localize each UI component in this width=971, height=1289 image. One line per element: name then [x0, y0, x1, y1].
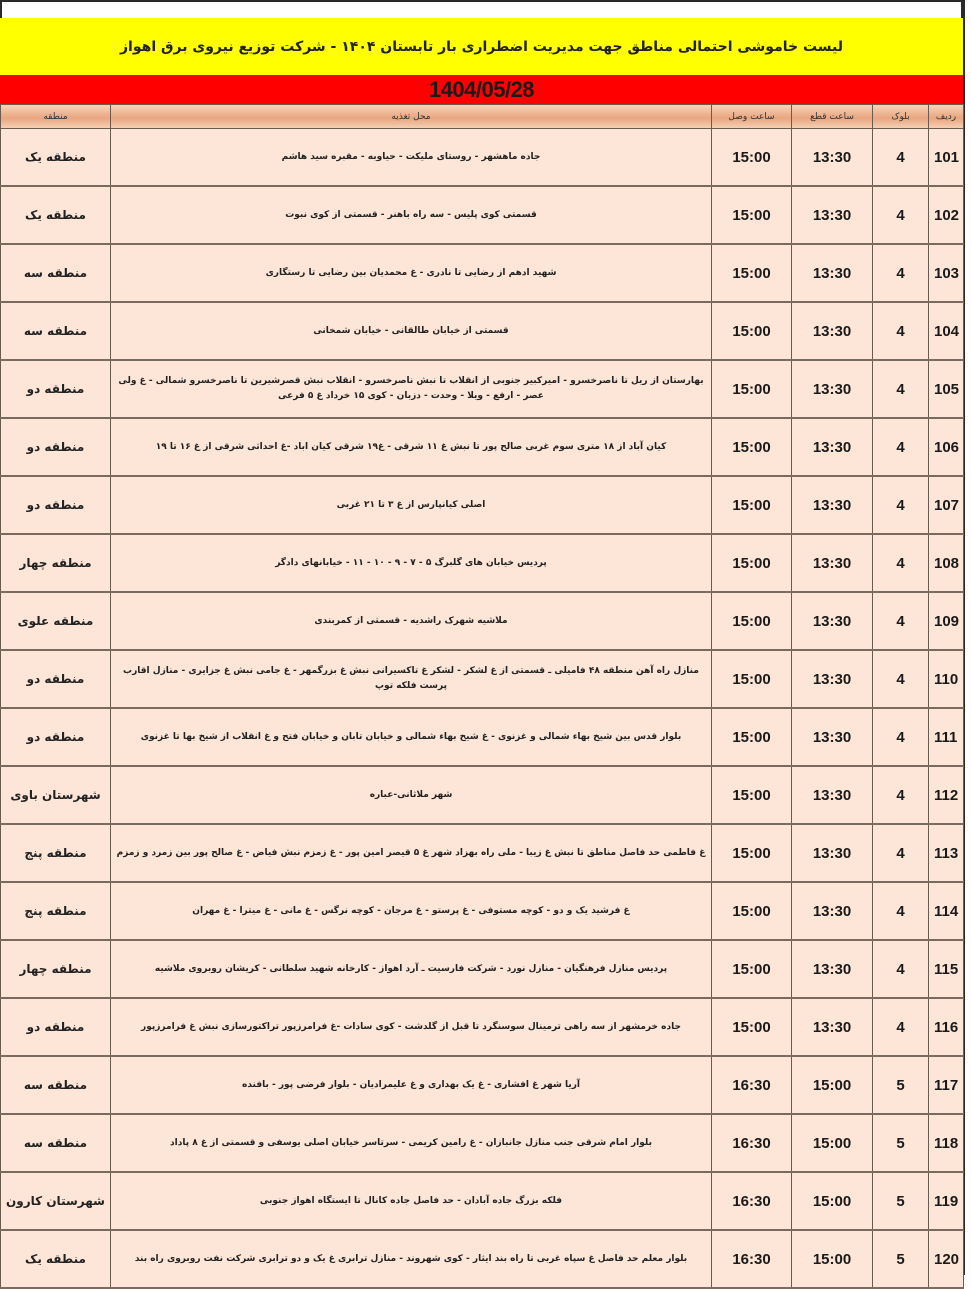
location-cell: بلوار معلم حد فاصل غ سپاه غربی تا راه بند ایثار - کوی شهروند - منازل ترابری غ یک و دو ترابری شرکت نفت روبروی راه بند: [111, 1230, 712, 1288]
location-cell: قسمتی از خیابان طالقانی - خیابان شمخانی: [111, 302, 712, 360]
cutoff-time-cell: 13:30: [792, 186, 873, 244]
title-banner: [0, 18, 963, 75]
cutoff-time-cell: 13:30: [792, 882, 873, 940]
cutoff-time-cell: 15:00: [792, 1114, 873, 1172]
table-row: [1, 650, 964, 708]
table-row: [1, 824, 964, 882]
table-row: [1, 360, 964, 418]
region-cell: منطقه دو: [1, 650, 111, 708]
location-cell: اصلی کیانپارس از غ ۳ تا ۲۱ غربی: [111, 476, 712, 534]
row-number-cell: 115: [929, 940, 964, 998]
location-cell: شهر ملاثانی-عباره: [111, 766, 712, 824]
block-cell: 4: [873, 940, 929, 998]
block-cell: 4: [873, 534, 929, 592]
row-number-cell: 109: [929, 592, 964, 650]
header-reconnect-time: ساعت وصل: [712, 105, 792, 129]
cutoff-time-cell: 13:30: [792, 418, 873, 476]
row-number-cell: 102: [929, 186, 964, 244]
cutoff-time-cell: 13:30: [792, 650, 873, 708]
table-row: [1, 129, 964, 187]
region-cell: منطقه پنج: [1, 824, 111, 882]
header-region: منطقه: [1, 105, 111, 129]
region-cell: شهرستان باوی: [1, 766, 111, 824]
cutoff-time-cell: 15:00: [792, 1172, 873, 1230]
reconnect-time-cell: 16:30: [712, 1114, 792, 1172]
reconnect-time-cell: 15:00: [712, 592, 792, 650]
location-cell: بلوار قدس بین شیخ بهاء شمالی و غزنوی - غ شیخ بهاء شمالی و خیابان تابان و خیابان فتح و غ انقلاب از شیخ بها تا غزنوی: [111, 708, 712, 766]
location-cell: منازل راه آهن منطقه ۴۸ فامیلی ـ قسمتی از غ لشکر - لشکر غ تاکسیرانی نبش غ بزرگمهر - غ جامی نبش غ جزایری - منازل اقارب پرست فلکه توپ: [111, 650, 712, 708]
reconnect-time-cell: 15:00: [712, 650, 792, 708]
region-cell: منطقه یک: [1, 1230, 111, 1288]
row-number-cell: 103: [929, 244, 964, 302]
table-row: [1, 882, 964, 940]
block-cell: 4: [873, 186, 929, 244]
cutoff-time-cell: 13:30: [792, 129, 873, 187]
header-block: بلوک: [873, 105, 929, 129]
table-row: [1, 534, 964, 592]
block-cell: 4: [873, 129, 929, 187]
block-cell: 5: [873, 1172, 929, 1230]
date-banner: [0, 75, 963, 104]
location-cell: قسمتی کوی پلیس - سه راه باهنر - قسمتی از کوی نبوت: [111, 186, 712, 244]
row-number-cell: 107: [929, 476, 964, 534]
cutoff-time-cell: 13:30: [792, 244, 873, 302]
block-cell: 5: [873, 1114, 929, 1172]
reconnect-time-cell: 15:00: [712, 766, 792, 824]
location-cell: پردیس خیابان های گلبرگ ۵ - ۷ - ۹ - ۱۰ - ۱۱ - خیابانهای دادگر: [111, 534, 712, 592]
table-row: [1, 1230, 964, 1288]
cutoff-time-cell: 13:30: [792, 998, 873, 1056]
reconnect-time-cell: 15:00: [712, 129, 792, 187]
region-cell: منطقه دو: [1, 998, 111, 1056]
cutoff-time-cell: 13:30: [792, 592, 873, 650]
region-cell: منطقه سه: [1, 244, 111, 302]
table-row: [1, 708, 964, 766]
document-title: لیست خاموشی احتمالی مناطق جهت مدیریت اضطراری بار تابستان ۱۴۰۴ - شرکت توزیع نیروی برق اهواز: [120, 38, 844, 55]
block-cell: 4: [873, 766, 929, 824]
block-cell: 5: [873, 1230, 929, 1288]
table-header-row: [1, 105, 964, 129]
location-cell: بلوار امام شرقی جنب منازل جانبازان - غ رامین کریمی - سرتاسر خیابان اصلی یوسفی و قسمتی از غ ۸ پاداد: [111, 1114, 712, 1172]
block-cell: 4: [873, 360, 929, 418]
region-cell: منطقه چهار: [1, 940, 111, 998]
reconnect-time-cell: 16:30: [712, 1172, 792, 1230]
location-cell: پردیس منازل فرهنگیان - منازل نورد - شرکت فارسیت ـ آرد اهواز - کارخانه شهید سلطانی - کریشان روبروی ملاشیه: [111, 940, 712, 998]
cutoff-time-cell: 13:30: [792, 766, 873, 824]
reconnect-time-cell: 16:30: [712, 1230, 792, 1288]
reconnect-time-cell: 15:00: [712, 418, 792, 476]
row-number-cell: 110: [929, 650, 964, 708]
header-location: محل تغذیه: [111, 105, 712, 129]
location-cell: بهارستان از ریل تا ناصرخسرو - امیرکبیر جنوبی از انقلاب تا نبش ناصرخسرو - انقلاب نبش قصرشیرین تا ناصرخسرو شمالی - غ ولی عصر - ارفع - ویلا - وحدت - دزبان - کوی ۱۵ خرداد غ ۵ فرعی: [111, 360, 712, 418]
region-cell: منطقه دو: [1, 418, 111, 476]
row-number-cell: 106: [929, 418, 964, 476]
table-row: [1, 592, 964, 650]
table-row: [1, 1114, 964, 1172]
block-cell: 5: [873, 1056, 929, 1114]
cutoff-time-cell: 13:30: [792, 940, 873, 998]
location-cell: شهید ادهم از رضایی تا نادری - غ محمدیان بین رضایی تا رستگاری: [111, 244, 712, 302]
table-row: [1, 476, 964, 534]
region-cell: منطقه سه: [1, 1056, 111, 1114]
row-number-cell: 114: [929, 882, 964, 940]
location-cell: آریا شهر غ افشاری - غ یک بهداری و غ علیمرادیان - بلوار فرضی پور - بافنده: [111, 1056, 712, 1114]
cutoff-time-cell: 13:30: [792, 302, 873, 360]
block-cell: 4: [873, 418, 929, 476]
reconnect-time-cell: 15:00: [712, 244, 792, 302]
block-cell: 4: [873, 302, 929, 360]
region-cell: منطقه دو: [1, 708, 111, 766]
block-cell: 4: [873, 882, 929, 940]
block-cell: 4: [873, 650, 929, 708]
row-number-cell: 113: [929, 824, 964, 882]
row-number-cell: 117: [929, 1056, 964, 1114]
row-number-cell: 104: [929, 302, 964, 360]
block-cell: 4: [873, 592, 929, 650]
reconnect-time-cell: 15:00: [712, 882, 792, 940]
cutoff-time-cell: 13:30: [792, 476, 873, 534]
reconnect-time-cell: 16:30: [712, 1056, 792, 1114]
row-number-cell: 119: [929, 1172, 964, 1230]
region-cell: منطقه علوی: [1, 592, 111, 650]
cutoff-time-cell: 13:30: [792, 360, 873, 418]
location-cell: غ فاطمی حد فاصل مناطق تا نبش غ زیبا - ملی راه بهزاد شهر غ ۵ قیصر امین پور - غ زمزم نبش فیاض - غ صالح پور بین زمرد و زمزم: [111, 824, 712, 882]
location-cell: فلکه بزرگ جاده آبادان - حد فاصل جاده کانال تا ایستگاه اهواز جنوبی: [111, 1172, 712, 1230]
cutoff-time-cell: 15:00: [792, 1230, 873, 1288]
table-row: [1, 998, 964, 1056]
outage-schedule-table: [0, 104, 964, 1289]
block-cell: 4: [873, 476, 929, 534]
location-cell: غ فرشید یک و دو - کوچه مستوفی - غ پرستو - غ مرجان - کوچه نرگس - غ مانی - غ میترا - غ مهران: [111, 882, 712, 940]
region-cell: منطقه چهار: [1, 534, 111, 592]
region-cell: منطقه دو: [1, 360, 111, 418]
reconnect-time-cell: 15:00: [712, 302, 792, 360]
cutoff-time-cell: 13:30: [792, 824, 873, 882]
table-row: [1, 302, 964, 360]
row-number-cell: 101: [929, 129, 964, 187]
region-cell: منطقه یک: [1, 186, 111, 244]
row-number-cell: 118: [929, 1114, 964, 1172]
table-row: [1, 1172, 964, 1230]
row-number-cell: 108: [929, 534, 964, 592]
reconnect-time-cell: 15:00: [712, 708, 792, 766]
table-row: [1, 1056, 964, 1114]
region-cell: منطقه پنج: [1, 882, 111, 940]
reconnect-time-cell: 15:00: [712, 940, 792, 998]
reconnect-time-cell: 15:00: [712, 476, 792, 534]
reconnect-time-cell: 15:00: [712, 534, 792, 592]
reconnect-time-cell: 15:00: [712, 186, 792, 244]
block-cell: 4: [873, 998, 929, 1056]
header-cutoff-time: ساعت قطع: [792, 105, 873, 129]
reconnect-time-cell: 15:00: [712, 360, 792, 418]
block-cell: 4: [873, 244, 929, 302]
location-cell: جاده خرمشهر از سه راهی ترمینال سوسنگرد تا قبل از گلدشت - کوی سادات -غ فرامرزپور تراکتورسازی نبش غ فرامرزپور: [111, 998, 712, 1056]
region-cell: منطقه دو: [1, 476, 111, 534]
region-cell: منطقه سه: [1, 302, 111, 360]
block-cell: 4: [873, 708, 929, 766]
table-row: [1, 186, 964, 244]
cutoff-time-cell: 15:00: [792, 1056, 873, 1114]
location-cell: کیان آباد از ۱۸ متری سوم غربی صالح پور تا نبش غ ۱۱ شرقی - غ۱۹ شرقی کیان اباد -غ احداثی شرقی از غ ۱۶ تا ۱۹: [111, 418, 712, 476]
cutoff-time-cell: 13:30: [792, 708, 873, 766]
block-cell: 4: [873, 824, 929, 882]
row-number-cell: 105: [929, 360, 964, 418]
row-number-cell: 116: [929, 998, 964, 1056]
region-cell: شهرستان کارون: [1, 1172, 111, 1230]
reconnect-time-cell: 15:00: [712, 824, 792, 882]
table-row: [1, 418, 964, 476]
region-cell: منطقه سه: [1, 1114, 111, 1172]
row-number-cell: 120: [929, 1230, 964, 1288]
reconnect-time-cell: 15:00: [712, 998, 792, 1056]
region-cell: منطقه یک: [1, 129, 111, 187]
location-cell: جاده ماهشهر - روستای ملیکت - حیاوبه - مقبره سید هاشم: [111, 129, 712, 187]
row-number-cell: 112: [929, 766, 964, 824]
row-number-cell: 111: [929, 708, 964, 766]
table-row: [1, 940, 964, 998]
header-row-number: ردیف: [929, 105, 964, 129]
cutoff-time-cell: 13:30: [792, 534, 873, 592]
table-row: [1, 766, 964, 824]
table-row: [1, 244, 964, 302]
date-label: 1404/05/28: [428, 76, 535, 102]
location-cell: ملاشیه شهرک راشدیه - قسمتی از کمربندی: [111, 592, 712, 650]
